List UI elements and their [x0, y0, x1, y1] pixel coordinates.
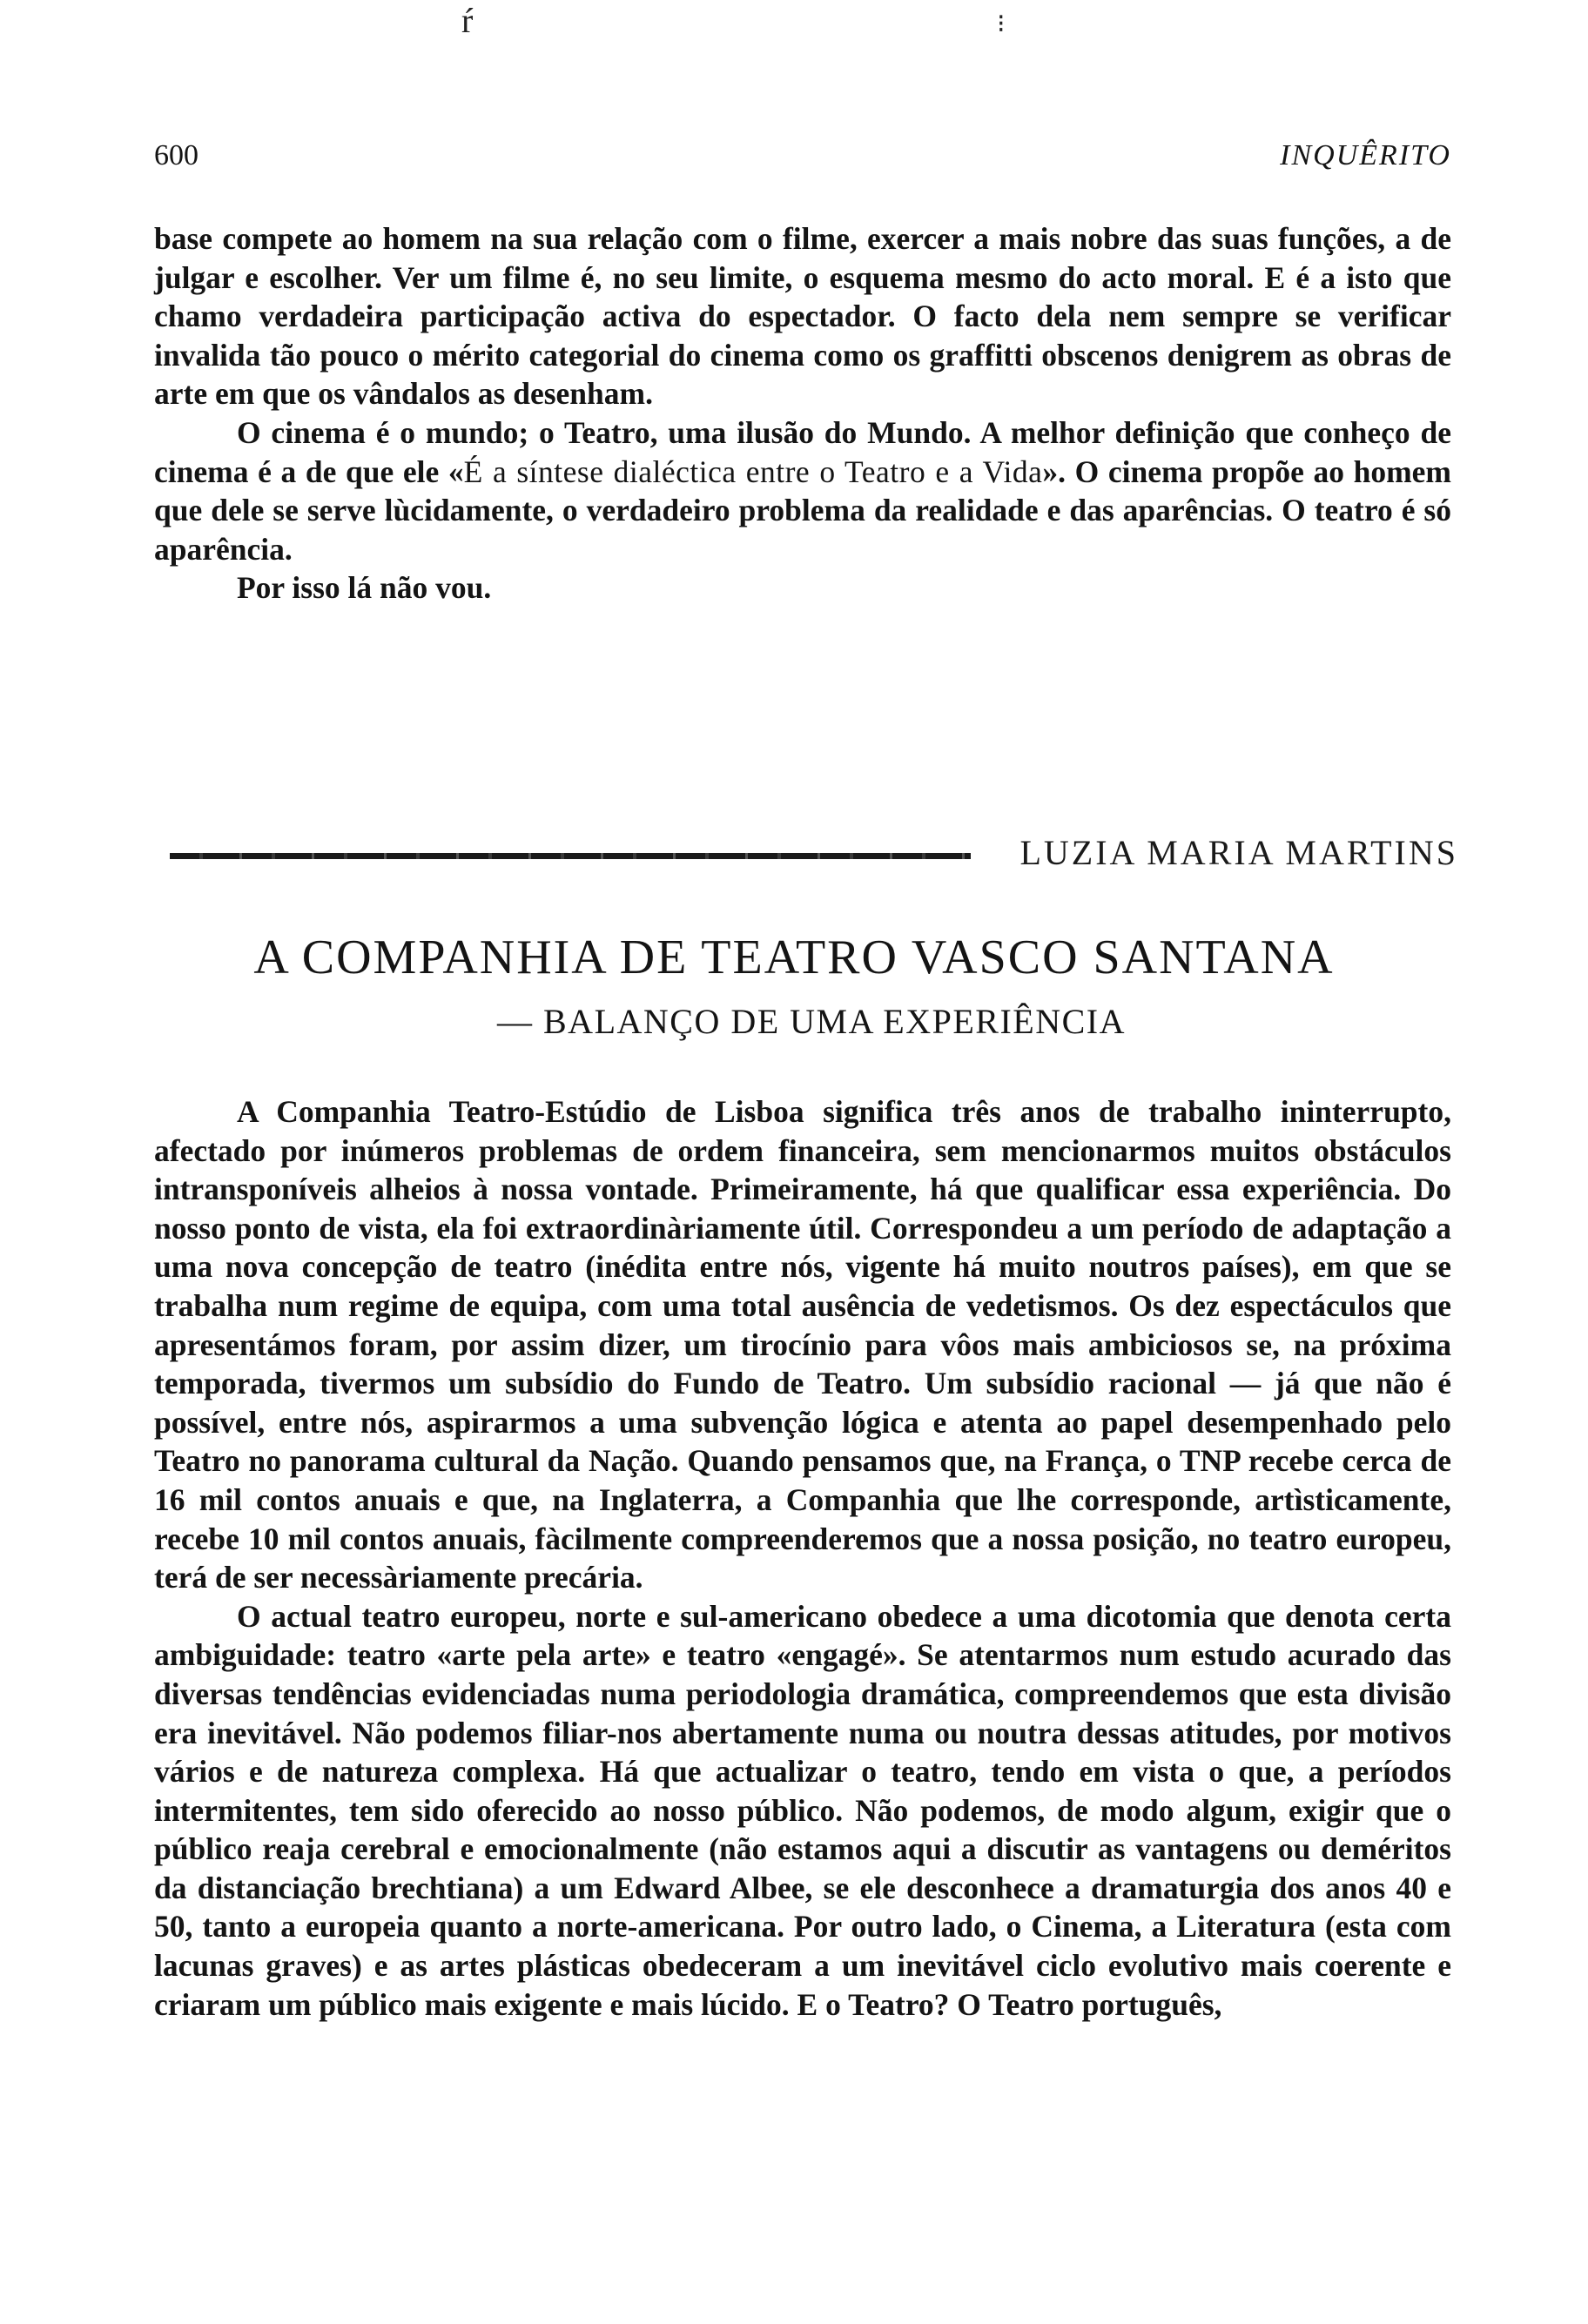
scan-speck-mark: ŕ [461, 1, 474, 40]
running-title: INQUÊRITO [1280, 139, 1451, 171]
paragraph: A Companhia Teatro-Estúdio de Lisboa significa três anos de trabalho ininterrupto, afectado por inúmeros problemas de ordem financeira, sem mencionarmos muitos obstáculos intransponíveis alheios à nossa vontade. Primeiramente, há que qualificar essa experiência. Do nosso ponto de vista, ela foi extraordinàriamente útil. Correspondeu a um período de adaptação a uma nova concepção de teatro (inédita entre nós, vigente há muito noutros países), em que se trabalha num regime de equipa, com uma total ausência de vedetismos. Os dez espectáculos que apresentámos foram, por assim dizer, um tirocínio para vôos mais ambiciosos se, na próxima temporada, tivermos um subsídio do Fundo de Teatro. Um subsídio racional — já que não é possível, entre nós, aspirarmos a uma subvenção lógica e atenta ao papel desempenhado pelo Teatro no panorama cultural da Nação. Quando pensamos que, na França, o TNP recebe cerca de 16 mil contos anuais e que, na Inglaterra, a Companhia que lhe corresponde, artìsticamente, recebe 10 mil contos anuais, fàcilmente compreenderemos que a nossa posição, no teatro europeu, terá de ser necessàriamente precária. [154, 1094, 1451, 1595]
paragraph: O actual teatro europeu, norte e sul-americano obedece a uma dicotomia que denota certa ambiguidade: teatro «arte pela arte» e teatro «engagé». Se atentarmos num estudo acurado das diversas tendências evidenciadas numa periodologia dramática, compreendemos que esta divisão era inevitável. Não podemos filiar-nos abertamente numa ou noutra dessas atitudes, por motivos vários e de natureza complexa. Há que actualizar o teatro, tendo em vista o que, a períodos intermitentes, tem sido oferecido ao nosso público. Não podemos, de modo algum, exigir que o público reaja cerebral e emocionalmente (não estamos aqui a discutir as vantagens ou deméritos da distanciação brechtiana) a um Edward Albee, se ele desconhece a dramaturgia dos anos 40 e 50, tanto a europeia quanto a norte-americana. Por outro lado, o Cinema, a Literatura (esta com lacunas graves) e as artes plásticas obedeceram a um inevitável ciclo evolutivo mais coerente e criaram um público mais exigente e mais lúcido. E o Teatro? O Teatro português, [154, 1598, 1451, 2022]
byline-rule [170, 853, 971, 859]
author-name: LUZIA MARIA MARTINS [1019, 833, 1458, 872]
scan-speck-mark: ⁝ [997, 10, 1006, 38]
article-body [154, 1092, 1451, 2024]
author-byline [170, 833, 1458, 877]
article-title: A COMPANHIA DE TEATRO VASCO SANTANA [253, 930, 1335, 984]
paragraph-text: ». O cinema propõe ao homem que dele se serve lùcidamente, o verdadeiro problema da realidade e das aparências. O teatro é só aparência. [154, 453, 1451, 567]
page-number: 600 [154, 139, 198, 171]
paragraph [154, 413, 1451, 568]
continuation-text [154, 219, 1451, 608]
paragraph-text: O cinema é o mundo; o Teatro, uma ilusão do Mundo. A melhor definição que conheço de cinema é a de que ele « [154, 414, 1451, 489]
paragraph: Por isso lá não vou. [237, 570, 492, 606]
page-header [154, 139, 1451, 183]
article-subtitle: — BALANÇO DE UMA EXPERIÊNCIA [497, 1002, 1126, 1041]
quotation: É a síntese dialéctica entre o Teatro e a Vida [463, 453, 1043, 489]
paragraph: base compete ao homem na sua relação com o filme, exercer a mais nobre das suas funções, a de julgar e escolher. Ver um filme é, no seu limite, o esquema mesmo do acto moral. E é a isto que chamo verdadeira participação activa do espectador. O facto dela nem sempre se verificar invalida tão pouco o mérito categorial do cinema como os graffitti obscenos denigrem as obras de arte em que os vândalos as desenham. [154, 221, 1451, 412]
